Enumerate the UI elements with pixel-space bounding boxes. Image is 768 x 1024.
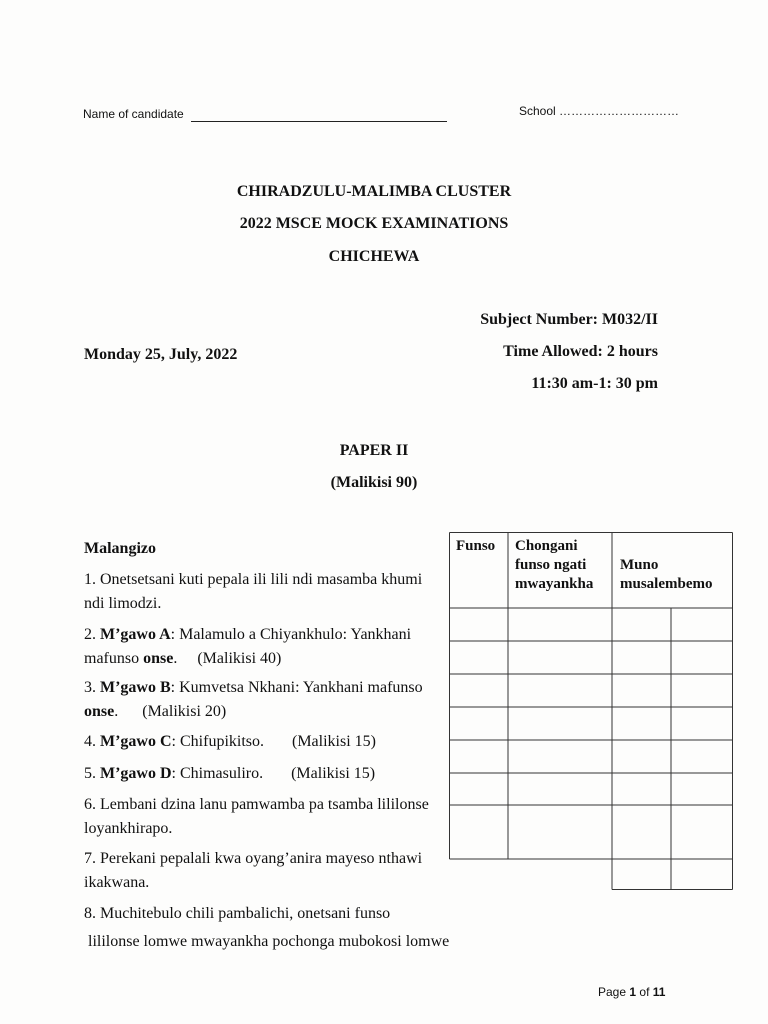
page-footer — [598, 985, 665, 999]
table-header-funso: Funso — [456, 538, 496, 554]
candidate-name-label: Name of candidate — [83, 107, 184, 121]
instruction-2-section: M’gawo A — [100, 626, 171, 643]
school-label-text: School — [519, 104, 556, 118]
chongani-line2: funso ngati — [515, 557, 587, 573]
instruction-2-text: : Malamulo a Chiyankhulo: Yankhani mafunso — [84, 626, 412, 667]
of-word: of — [639, 985, 650, 999]
instruction-4 — [84, 730, 434, 754]
exam-title: 2022 MSCE MOCK EXAMINATIONS — [239, 215, 509, 232]
chongani-line1: Chongani — [515, 538, 578, 554]
instruction-3-section: M’gawo B — [100, 679, 171, 696]
instruction-2-marks: . (Malikisi 40) — [173, 650, 282, 667]
instruction-8-continued: lililonse lomwe mwayankha pochonga mubokosi lomwe — [88, 933, 450, 950]
table-header-chongani — [515, 537, 593, 594]
instruction-3 — [84, 676, 434, 724]
instruction-6: 6. Lembani dzina lanu pamwamba pa tsamba lililonse loyankhirapo. — [84, 796, 429, 837]
paper-marks: (Malikisi 90) — [330, 474, 418, 491]
time-allowed: Time Allowed: 2 hours — [503, 343, 658, 360]
instruction-7: 7. Perekani pepalali kwa oyang’anira mayeso nthawi ikakwana. — [84, 850, 423, 891]
time-range: 11:30 am-1: 30 pm — [531, 375, 658, 392]
table-header-muno — [620, 556, 713, 594]
instruction-8: 8. Muchitebulo chili pambalichi, onetsani funso — [84, 905, 391, 922]
muno-line2: musalembemo — [620, 576, 713, 592]
page-word: Page — [598, 985, 627, 999]
instruction-3-marks: . (Malikisi 20) — [114, 703, 227, 720]
instruction-5-num: 5. — [84, 765, 100, 782]
exam-date: Monday 25, July, 2022 — [84, 346, 238, 363]
cluster-title: CHIRADZULU-MALIMBA CLUSTER — [236, 183, 512, 200]
instructions-heading: Malangizo — [84, 540, 156, 557]
instruction-3-emph: onse — [84, 703, 115, 720]
instruction-5-section: M’gawo D — [100, 765, 172, 782]
instruction-4-section: M’gawo C — [100, 733, 172, 750]
page-number: 1 — [629, 985, 637, 999]
candidate-name-line[interactable] — [191, 121, 447, 122]
school-label — [519, 104, 679, 118]
school-dots: ………………………… — [559, 104, 680, 118]
paper-title: PAPER II — [339, 442, 409, 459]
instruction-5-text: : Chimasuliro. (Malikisi 15) — [171, 765, 376, 782]
instruction-5 — [84, 762, 434, 786]
instruction-3-num: 3. — [84, 679, 100, 696]
muno-line1: Muno — [620, 557, 659, 573]
instruction-1: 1. Onetsetsani kuti pepala ili lili ndi masamba khumi ndi limodzi. — [84, 571, 423, 612]
subject-title: CHICHEWA — [328, 248, 420, 265]
instruction-3-text: : Kumvetsa Nkhani: Yankhani mafunso — [170, 679, 423, 696]
chongani-line3: mwayankha — [515, 576, 594, 592]
subject-number: Subject Number: M032/II — [480, 311, 658, 328]
instruction-4-num: 4. — [84, 733, 100, 750]
instruction-2-emph: onse — [143, 650, 174, 667]
instruction-2 — [84, 623, 434, 671]
instruction-4-text: : Chifupikitso. (Malikisi 15) — [171, 733, 376, 750]
instruction-2-num: 2. — [84, 626, 100, 643]
page-total: 11 — [652, 985, 666, 999]
